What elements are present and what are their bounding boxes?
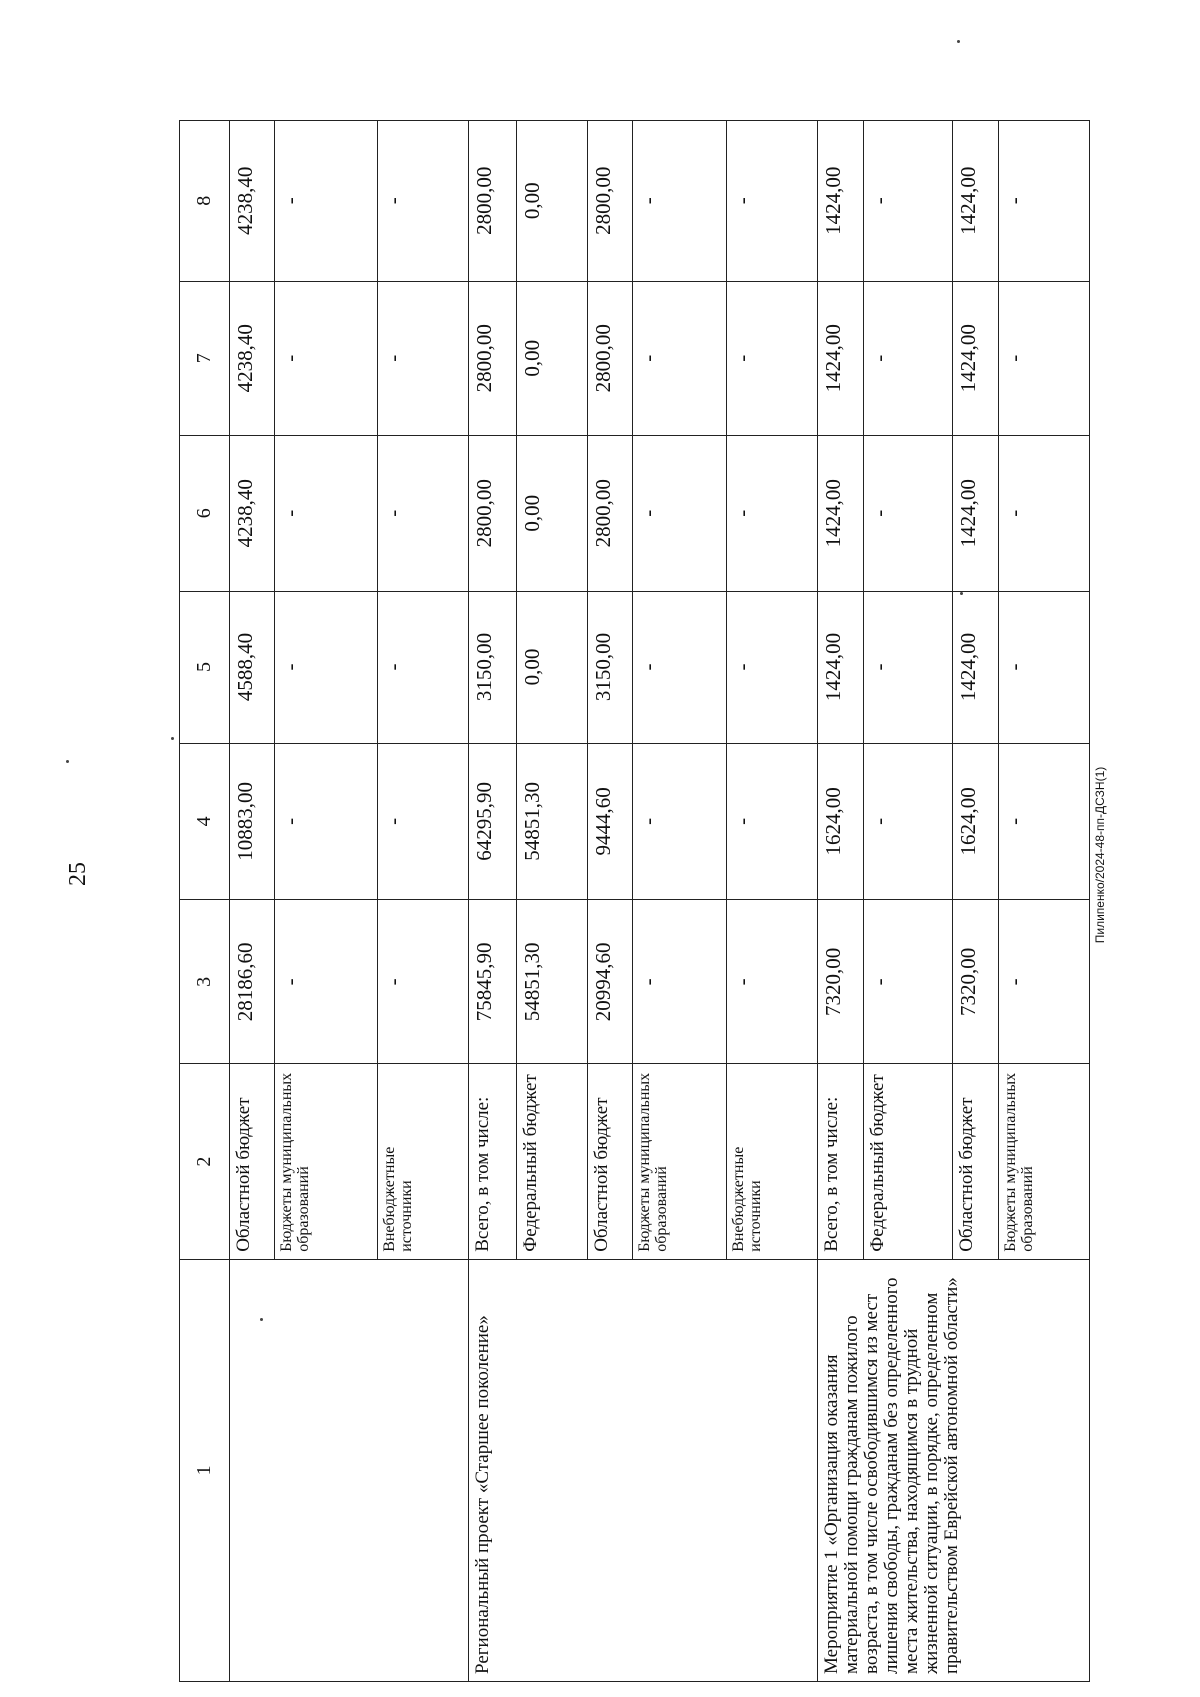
table-row — [230, 121, 275, 1682]
value-cell: 1424,00 — [953, 591, 999, 743]
value-cell: 1424,00 — [953, 281, 999, 435]
value-cell: 7320,00 — [818, 900, 864, 1064]
value-cell: - — [727, 121, 818, 282]
value-cell: 3150,00 — [588, 591, 633, 743]
value-cell: 1424,00 — [818, 121, 864, 282]
value-cell: 4588,40 — [230, 591, 275, 743]
value-cell: 1424,00 — [818, 591, 864, 743]
table-row — [469, 121, 517, 1682]
funding-source-cell: Внебюджетные источники — [378, 1064, 469, 1259]
program-name-cell: Мероприятие 1 «Организация оказания материальной помощи гражданам пожилого возраста, в том числе освободившимся из мест лишения свободы, гражданам без определенного места жительства, находящимся в трудной жизненной ситуации, в порядке, определенном правительством Еврейской автономной области» — [818, 1259, 1090, 1681]
value-cell: 2800,00 — [469, 121, 517, 282]
value-cell: 54851,30 — [517, 900, 588, 1064]
funding-source-cell: Федеральный бюджет — [864, 1064, 953, 1259]
value-cell: - — [378, 900, 469, 1064]
value-cell: - — [999, 900, 1090, 1064]
funding-source-cell: Областной бюджет — [953, 1064, 999, 1259]
value-cell: 54851,30 — [517, 743, 588, 900]
value-cell: - — [864, 591, 953, 743]
header-cell: 8 — [180, 121, 230, 282]
value-cell: - — [275, 900, 378, 1064]
value-cell: - — [633, 281, 727, 435]
value-cell: - — [999, 591, 1090, 743]
value-cell: 1424,00 — [818, 281, 864, 435]
value-cell: - — [633, 743, 727, 900]
funding-source-cell: Областной бюджет — [588, 1064, 633, 1259]
funding-source-cell: Федеральный бюджет — [517, 1064, 588, 1259]
value-cell: 1624,00 — [818, 743, 864, 900]
funding-source-cell: Бюджеты муниципальных образований — [999, 1064, 1090, 1259]
value-cell: 4238,40 — [230, 121, 275, 282]
funding-source-cell: Внебюджетные источники — [727, 1064, 818, 1259]
value-cell: 1424,00 — [818, 435, 864, 591]
value-cell: 0,00 — [517, 121, 588, 282]
value-cell: - — [864, 435, 953, 591]
document-code: Пилипенко/2024-48-пп-ДСЗН(1) — [1093, 766, 1107, 944]
value-cell: 75845,90 — [469, 900, 517, 1064]
value-cell: - — [727, 281, 818, 435]
value-cell: - — [727, 591, 818, 743]
value-cell: 10883,00 — [230, 743, 275, 900]
budget-table-rotated — [179, 120, 1036, 1682]
value-cell: 7320,00 — [953, 900, 999, 1064]
value-cell: - — [727, 900, 818, 1064]
scan-speck — [66, 760, 69, 763]
value-cell: 0,00 — [517, 281, 588, 435]
scan-speck — [171, 737, 174, 740]
header-cell: 1 — [180, 1259, 230, 1681]
value-cell: - — [633, 435, 727, 591]
value-cell: - — [999, 281, 1090, 435]
funding-source-cell: Бюджеты муниципальных образований — [633, 1064, 727, 1259]
scan-speck — [957, 40, 960, 43]
value-cell: - — [633, 591, 727, 743]
value-cell: 1424,00 — [953, 121, 999, 282]
value-cell: - — [275, 281, 378, 435]
value-cell: - — [864, 900, 953, 1064]
value-cell: - — [275, 435, 378, 591]
value-cell: 20994,60 — [588, 900, 633, 1064]
program-name-cell: Региональный проект «Старшее поколение» — [469, 1259, 818, 1681]
budget-table — [179, 120, 1090, 1682]
value-cell: 2800,00 — [588, 121, 633, 282]
value-cell: 2800,00 — [469, 281, 517, 435]
value-cell: 3150,00 — [469, 591, 517, 743]
value-cell: 0,00 — [517, 435, 588, 591]
value-cell: - — [378, 591, 469, 743]
value-cell: - — [275, 121, 378, 282]
value-cell: 2800,00 — [469, 435, 517, 591]
value-cell: - — [378, 435, 469, 591]
value-cell: 0,00 — [517, 591, 588, 743]
program-name-cell — [230, 1259, 469, 1681]
value-cell: - — [633, 121, 727, 282]
header-cell: 4 — [180, 743, 230, 900]
value-cell: - — [378, 743, 469, 900]
funding-source-cell: Всего, в том числе: — [469, 1064, 517, 1259]
header-cell: 3 — [180, 900, 230, 1064]
value-cell: - — [864, 121, 953, 282]
value-cell: 2800,00 — [588, 281, 633, 435]
header-cell: 5 — [180, 591, 230, 743]
value-cell: - — [727, 743, 818, 900]
value-cell: - — [999, 121, 1090, 282]
value-cell: - — [378, 121, 469, 282]
value-cell: 9444,60 — [588, 743, 633, 900]
table-row — [818, 121, 864, 1682]
value-cell: - — [864, 743, 953, 900]
funding-source-cell: Областной бюджет — [230, 1064, 275, 1259]
header-cell: 2 — [180, 1064, 230, 1259]
header-row — [180, 121, 230, 1682]
value-cell: 4238,40 — [230, 435, 275, 591]
header-cell: 6 — [180, 435, 230, 591]
value-cell: 1624,00 — [953, 743, 999, 900]
funding-source-cell: Бюджеты муниципальных образований — [275, 1064, 378, 1259]
page-number: 25 — [65, 862, 91, 886]
funding-source-cell: Всего, в том числе: — [818, 1064, 864, 1259]
value-cell: - — [999, 743, 1090, 900]
value-cell: 4238,40 — [230, 281, 275, 435]
value-cell: - — [275, 591, 378, 743]
value-cell: 28186,60 — [230, 900, 275, 1064]
value-cell: - — [999, 435, 1090, 591]
value-cell: - — [378, 281, 469, 435]
value-cell: - — [275, 743, 378, 900]
value-cell: 64295,90 — [469, 743, 517, 900]
header-cell: 7 — [180, 281, 230, 435]
value-cell: 2800,00 — [588, 435, 633, 591]
value-cell: 1424,00 — [953, 435, 999, 591]
value-cell: - — [864, 281, 953, 435]
value-cell: - — [727, 435, 818, 591]
value-cell: - — [633, 900, 727, 1064]
